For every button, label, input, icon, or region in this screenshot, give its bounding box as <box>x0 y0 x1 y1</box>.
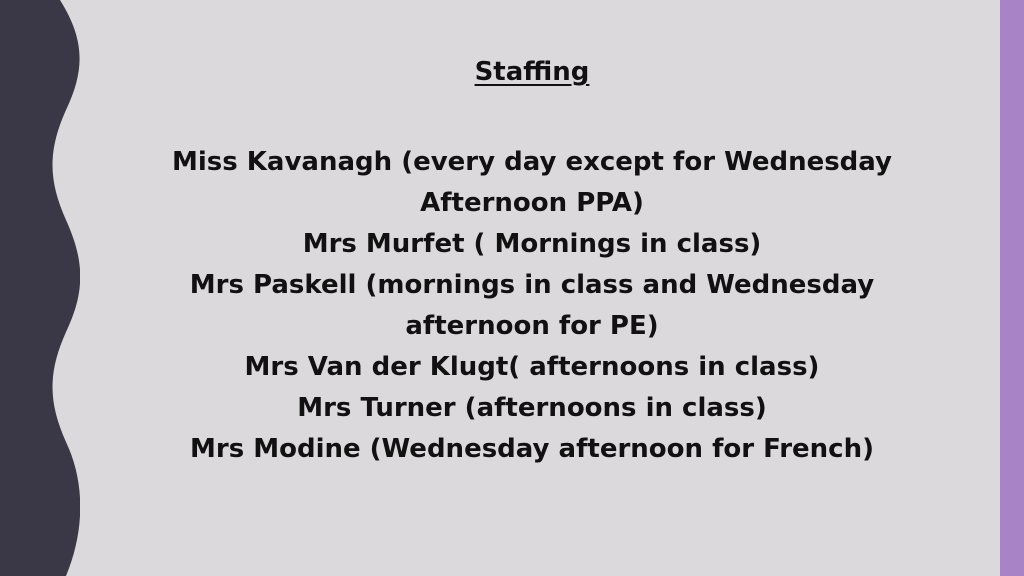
staff-line: Mrs Turner (afternoons in class) <box>297 393 767 423</box>
staff-line: Afternoon PPA) <box>420 188 644 218</box>
left-wave-shape <box>0 0 80 576</box>
staff-line: Mrs Van der Klugt( afternoons in class) <box>244 352 820 382</box>
staff-line: Mrs Modine (Wednesday afternoon for French) <box>190 434 874 464</box>
staff-line: Miss Kavanagh (every day except for Wednesday <box>172 147 892 177</box>
right-accent-stripe <box>1000 0 1024 576</box>
left-wave-decoration <box>0 0 80 576</box>
staff-line: Mrs Paskell (mornings in class and Wednesday <box>189 270 875 300</box>
staff-line: afternoon for PE) <box>405 311 659 341</box>
slide-title: Staffing <box>474 57 590 87</box>
staff-line: Mrs Murfet ( Mornings in class) <box>302 229 762 259</box>
staff-list <box>90 142 974 470</box>
slide-content <box>90 52 974 470</box>
